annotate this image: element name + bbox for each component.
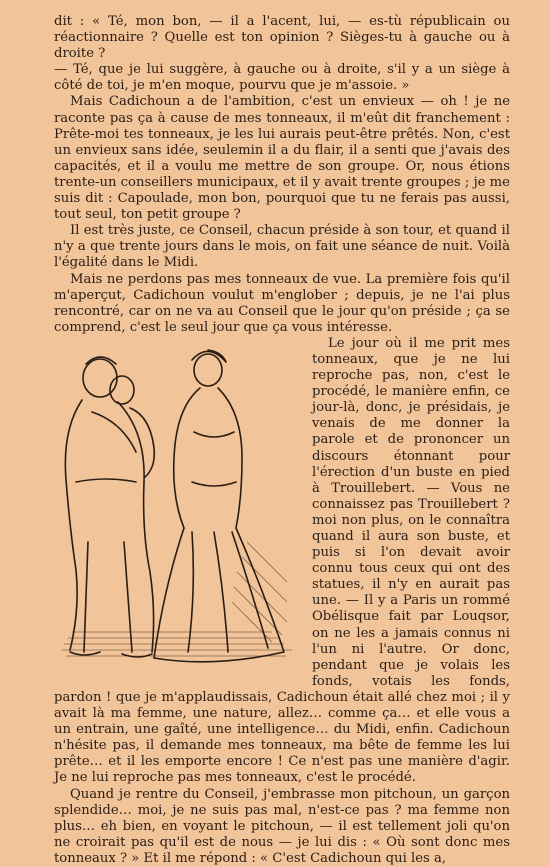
paragraph-3: Mais Cadichoun a de l'ambition, c'est un envieux — oh ! je ne raconte pas ça à cause de mes tonneaux, il m'eût dit franchement : Prête-moi tes tonneaux, je les lui aurais peut-être prêtés. Non, c'est un envieux sans idée, seulemin il a du flair, il a senti que j'avais des capacités, et il a voulu me mettre de son groupe. Or, nous étions trente-un conseillers municipaux, et il y avait trente groupes ; je me suis dit : Capoulade, mon bon, pourquoi que tu ne ferais pas aussi, tout seul, ton petit groupe ? — [54, 94, 510, 223]
couple-illustration — [42, 342, 304, 674]
paragraph-7: Quand je rentre du Conseil, j'embrasse mon pitchoun, un garçon splendide… moi, je ne suis pas mal, n'est-ce pas ? ma femme non plus… eh bien, en voyant le pitchoun, — il est tellement joli qu'on ne croirait pas qu'il est de nous — je lui dis : « Où sont donc mes tonneaux ? » Et il me répond : « C'est Cadichoun qui les a, — [54, 786, 510, 866]
text-with-illustration — [54, 336, 510, 867]
paragraph-2: — Té, que je lui suggère, à gauche ou à droite, s'il y a un siège à côté de toi, je m'en moque, pourvu que je m'assoie. » — [54, 62, 510, 94]
paragraph-4: Il est très juste, ce Conseil, chacun préside à son tour, et quand il n'y a que trente jours dans le mois, on fait une séance de nuit. Voilà l'égalité dans le Midi. — [54, 223, 510, 271]
paragraph-1: dit : « Té, mon bon, — il a l'acent, lui, — es-tù républicain ou réactionnaire ? Quelle est ton opinion ? Sièges-tu à gauche ou à droite ? — [54, 14, 510, 62]
paragraph-6: Le jour où il me prit mes tonneaux, que je ne lui reproche pas, non, c'est le procédé, le manière enfin, ce jour-là, donc, je présidais, je venais de me donner la parole et de prononcer un discours étonnant pour l'érection d'un buste en pied à Trouillebert. — Vous ne connaissez pas Trouillebert ? moi non plus, on le connaîtra quand il aura son buste, et puis si l'on devait avoir connu tous ceux qui ont des statues, il n'y en aurait pas une. — Il y a Paris un rommé Obélisque fait par Louqsor, on ne les a jamais connus ni l'un ni l'autre. Or donc, pendant que je volais les fonds, votais les fonds, pardon ! que je m'applaudissais, Cadichoun était allé chez moi ; il y avait là ma femme, une nature, allez… comme ça… et elle vous a un entrain, une gaîté, une intelligence… du Midi, enfin. Cadichoun n'hésite pas, il demande mes tonneaux, ma bête de femme les lui prête… et il les emporte encore ! Ce n'est pas une manière d'agir. Je ne lui reproche pas mes tonneaux, c'est le procédé. — [54, 335, 510, 786]
paragraph-5: Mais ne perdons pas mes tonneaux de vue. La première fois qu'il m'aperçut, Cadichoun voulut m'englober ; depuis, je ne l'ai plus rencontré, car on ne va au Conseil que le jour qu'on préside ; ça se comprend, c'est le seul jour que ça vous intéresse. — [54, 271, 510, 335]
illustration — [42, 342, 304, 674]
